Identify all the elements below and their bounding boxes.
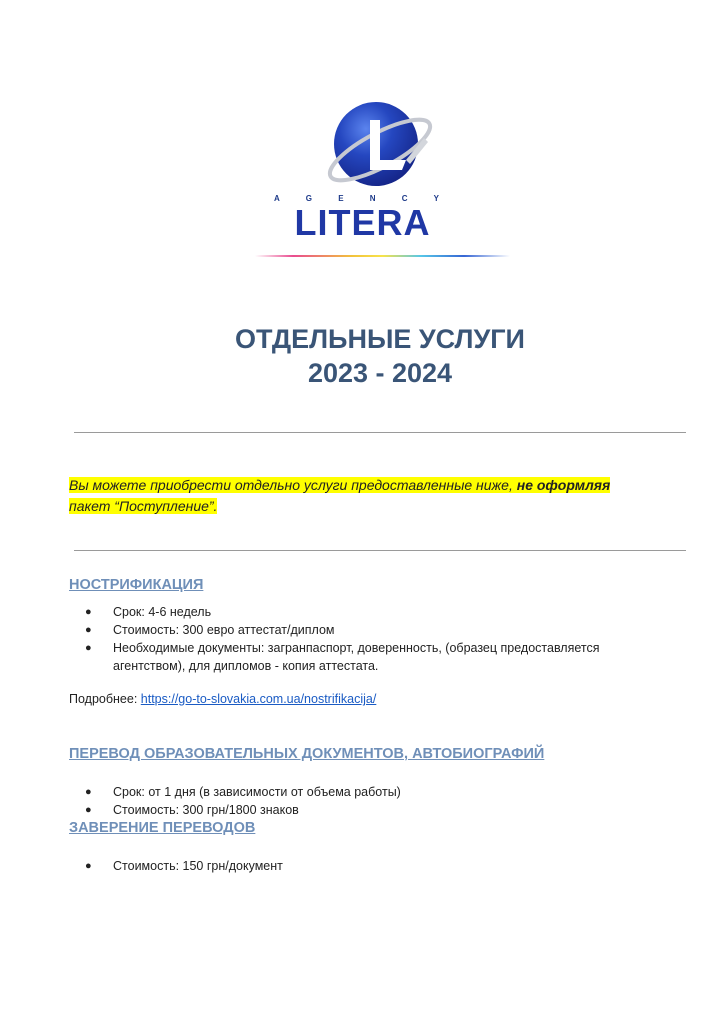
certification-list xyxy=(85,857,675,875)
rainbow-divider xyxy=(255,255,510,257)
nostrification-list xyxy=(85,603,675,675)
bullet-icon: ● xyxy=(85,624,92,636)
notice-text-1: Вы можете приобрести отдельно услуги предоставленные ниже, xyxy=(69,477,517,493)
divider-bottom xyxy=(74,550,686,551)
divider-top xyxy=(74,432,686,433)
title-line-2: 2023 - 2024 xyxy=(307,358,453,388)
list-item xyxy=(85,621,675,639)
list-item-text: Стоимость: 150 грн/документ xyxy=(113,859,283,873)
list-item xyxy=(85,639,675,675)
list-item-text: Стоимость: 300 грн/1800 знаков xyxy=(113,803,299,817)
translation-list xyxy=(85,783,675,819)
notice-paragraph xyxy=(69,475,689,517)
agency-label: A G E N C Y xyxy=(274,194,451,203)
more-info-label: Подробнее: xyxy=(69,692,141,706)
globe-logo-icon xyxy=(320,98,440,193)
bullet-icon: ● xyxy=(85,786,92,798)
bullet-icon: ● xyxy=(85,860,92,872)
list-item-text: Срок: 4-6 недель xyxy=(113,605,212,619)
notice-text-2: пакет “Поступление”. xyxy=(69,498,218,514)
list-item xyxy=(85,603,675,621)
list-item xyxy=(85,801,675,819)
section-title-translation: ПЕРЕВОД ОБРАЗОВАТЕЛЬНЫХ ДОКУМЕНТОВ, АВТОБИОГРАФИЙ xyxy=(69,746,545,762)
list-item xyxy=(85,783,675,801)
bullet-icon: ● xyxy=(85,642,92,654)
more-info-line xyxy=(69,692,376,706)
section-title-nostrification: НОСТРИФИКАЦИЯ xyxy=(69,577,204,593)
bullet-icon: ● xyxy=(85,606,92,618)
nostrification-link[interactable]: https://go-to-slovakia.com.ua/nostrifikacija/ xyxy=(140,692,377,706)
page-title xyxy=(0,322,725,390)
title-line-1: ОТДЕЛЬНЫЕ УСЛУГИ xyxy=(235,324,525,354)
litera-logo xyxy=(0,98,725,268)
list-item-text: Стоимость: 300 евро аттестат/диплом xyxy=(113,623,335,637)
list-item-text: Необходимые документы: загранпаспорт, доверенность, (образец предоставляется агентством), для дипломов - копия аттестата. xyxy=(113,641,600,673)
list-item xyxy=(85,857,675,875)
brand-name: LITERA xyxy=(294,202,431,243)
notice-text-bold: не оформляя xyxy=(516,477,611,493)
list-item-text: Срок: от 1 дня (в зависимости от объема работы) xyxy=(113,785,401,799)
bullet-icon: ● xyxy=(85,804,92,816)
section-title-certification: ЗАВЕРЕНИЕ ПЕРЕВОДОВ xyxy=(69,820,256,836)
